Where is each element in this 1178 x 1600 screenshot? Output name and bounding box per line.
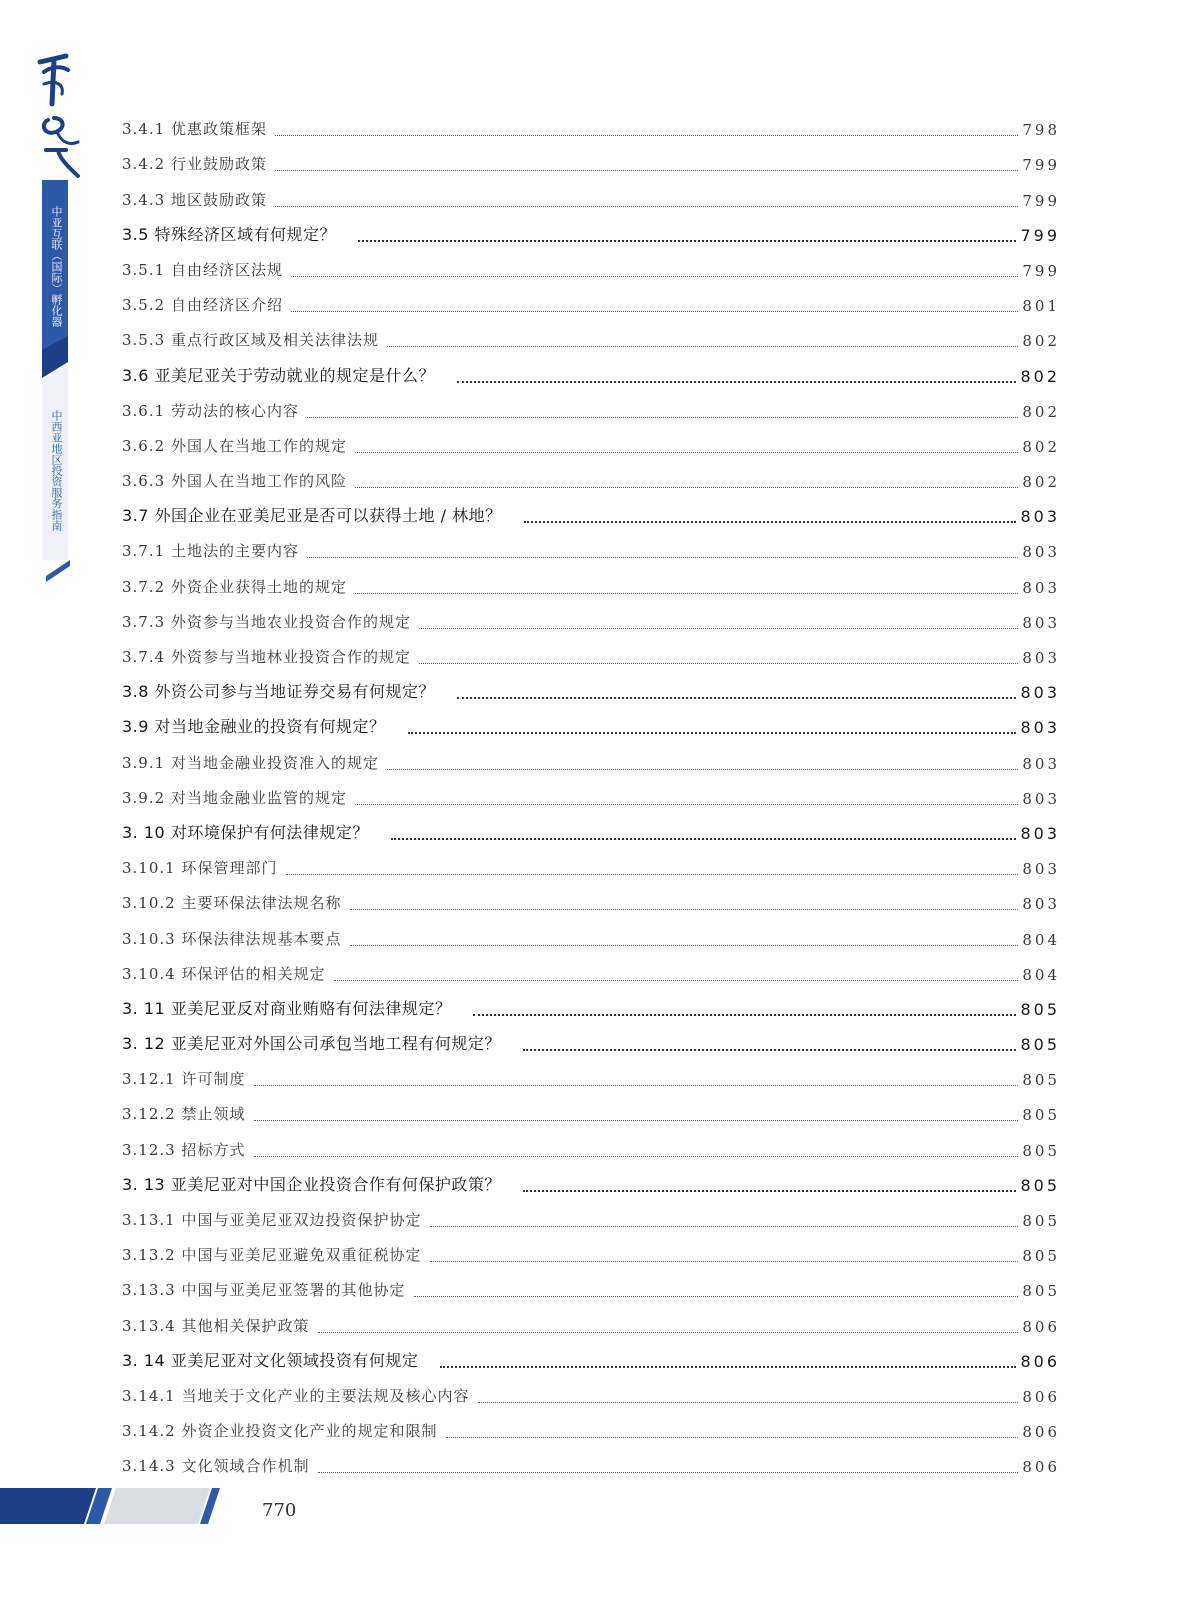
toc-page-number: 805 [1020, 1175, 1060, 1195]
toc-entry-number: 3.10.4 [122, 964, 176, 983]
toc-subsection-entry[interactable] [122, 849, 1060, 884]
toc-entry-text: 禁止领域 [181, 1105, 246, 1124]
toc-entry-title [122, 503, 502, 526]
toc-page-number: 804 [1022, 965, 1060, 984]
dot-leader [254, 1084, 1019, 1086]
toc-entry-title [122, 153, 267, 174]
toc-entry-number: 3. 11 [122, 998, 166, 1018]
dot-leader [275, 134, 1018, 136]
toc-section-entry[interactable] [122, 708, 1060, 743]
dot-leader [391, 837, 1017, 840]
toc-entry-title [122, 363, 435, 386]
toc-entry-text: 亚美尼亚对文化领域投资有何规定 [170, 1350, 419, 1370]
dot-leader [430, 1260, 1019, 1262]
dot-leader [430, 1225, 1019, 1227]
toc-entry-text: 外国人在当地工作的规定 [170, 436, 347, 455]
toc-entry-text: 外资公司参与当地证券交易有何规定？ [154, 682, 436, 702]
toc-entry-title [122, 118, 267, 139]
dot-leader [355, 486, 1018, 488]
toc-subsection-entry[interactable] [122, 462, 1060, 497]
toc-entry-text: 对当地金融业的投资有何规定？ [154, 717, 386, 737]
toc-subsection-entry[interactable] [122, 1271, 1060, 1306]
toc-entry-number: 3. 12 [122, 1034, 166, 1054]
toc-page-number: 806 [1022, 1423, 1060, 1442]
dot-leader [387, 345, 1018, 347]
toc-entry-text: 环保管理部门 [181, 859, 278, 878]
toc-entry-text: 自由经济区介绍 [170, 296, 283, 315]
toc-entry-number: 3.13.4 [122, 1316, 176, 1335]
toc-subsection-entry[interactable] [122, 392, 1060, 427]
toc-section-entry[interactable] [122, 1025, 1060, 1060]
dot-leader [291, 275, 1018, 277]
toc-subsection-entry[interactable] [122, 180, 1060, 215]
toc-subsection-entry[interactable] [122, 1306, 1060, 1341]
side-label-top: 中亚互联（国际）孵化器 [50, 206, 63, 327]
toc-entry-number: 3.6 [122, 365, 149, 385]
toc-entry-title [122, 1385, 470, 1406]
dot-leader [446, 1436, 1019, 1438]
toc-entry-number: 3.4.3 [122, 190, 166, 209]
toc-subsection-entry[interactable] [122, 1201, 1060, 1236]
toc-entry-number: 3. 10 [122, 822, 166, 842]
dot-leader [355, 592, 1018, 594]
toc-page-number: 803 [1022, 613, 1060, 632]
toc-page-number: 806 [1022, 1458, 1060, 1477]
toc-entry-number: 3.14.2 [122, 1422, 176, 1441]
toc-page-number: 802 [1020, 366, 1060, 386]
toc-page-number: 803 [1020, 683, 1060, 703]
toc-entry-number: 3.7 [122, 506, 149, 526]
dot-leader [524, 520, 1017, 523]
dot-leader [307, 556, 1018, 558]
toc-entry-number: 3.7.2 [122, 577, 166, 596]
toc-page-number: 798 [1022, 121, 1060, 140]
toc-entry-title [122, 1209, 422, 1230]
toc-page-number: 802 [1022, 332, 1060, 351]
toc-section-entry[interactable] [122, 673, 1060, 708]
toc-entry-title [122, 928, 342, 949]
toc-entry-title [122, 646, 411, 667]
dot-leader [473, 1013, 1016, 1016]
toc-entry-text: 亚美尼亚对外国公司承包当地工程有何规定？ [170, 1034, 501, 1054]
toc-page-number: 799 [1022, 261, 1060, 280]
toc-entry-number: 3. 13 [122, 1174, 166, 1194]
side-banner-graphic [0, 0, 90, 620]
toc-entry-text: 对环境保护有何法律规定？ [170, 822, 369, 842]
dot-leader [414, 1295, 1019, 1297]
toc-section-entry[interactable] [122, 814, 1060, 849]
toc-entry-number: 3.7.4 [122, 648, 166, 666]
toc-entry-title [122, 820, 369, 843]
toc-page-number: 803 [1022, 578, 1060, 597]
toc-entry-text: 文化领域合作机制 [181, 1457, 310, 1476]
toc-entry-title [122, 576, 347, 597]
dot-leader [350, 908, 1019, 910]
dot-leader [254, 1155, 1019, 1157]
toc-entry-text: 主要环保法律法规名称 [181, 894, 342, 913]
dot-leader [355, 451, 1018, 453]
toc-entry-title [122, 1348, 418, 1371]
toc-entry-text: 中国与亚美尼亚签署的其他协定 [181, 1281, 406, 1300]
toc-subsection-entry[interactable] [122, 955, 1060, 990]
toc-entry-number: 3.10.2 [122, 894, 176, 913]
toc-entry-title [122, 222, 336, 245]
toc-entry-text: 亚美尼亚关于劳动就业的规定是什么？ [154, 365, 436, 385]
toc-page-number: 803 [1022, 649, 1060, 667]
toc-entry-title [122, 996, 451, 1019]
dot-leader [523, 1048, 1017, 1051]
logo-calligraphy [40, 56, 78, 176]
table-of-contents [122, 110, 1060, 1482]
toc-subsection-entry[interactable] [122, 110, 1060, 145]
dot-leader [275, 205, 1018, 207]
toc-entry-number: 3.5.3 [122, 331, 166, 350]
toc-subsection-entry[interactable] [122, 779, 1060, 814]
dot-leader [358, 239, 1016, 242]
toc-section-entry[interactable] [122, 990, 1060, 1025]
toc-subsection-entry[interactable] [122, 1130, 1060, 1165]
toc-entry-text: 重点行政区域及相关法律法规 [170, 331, 379, 350]
dot-leader [478, 1401, 1019, 1403]
toc-entry-number: 3.12.3 [122, 1140, 176, 1159]
toc-page-number: 803 [1020, 718, 1060, 738]
toc-entry-title [122, 1455, 310, 1476]
toc-subsection-entry[interactable] [122, 1060, 1060, 1095]
toc-entry-number: 3.8 [122, 682, 149, 702]
toc-entry-number: 3.4.1 [122, 120, 166, 139]
toc-entry-text: 环保法律法规基本要点 [181, 929, 342, 948]
toc-entry-text: 劳动法的核心内容 [170, 401, 299, 420]
toc-entry-number: 3.9.2 [122, 788, 166, 807]
toc-entry-text: 外国人在当地工作的风险 [170, 472, 347, 491]
toc-page-number: 806 [1022, 1387, 1060, 1406]
toc-entry-title [122, 892, 342, 913]
toc-entry-title [122, 435, 347, 456]
toc-page-number: 799 [1022, 156, 1060, 175]
toc-entry-number: 3.9.1 [122, 753, 166, 772]
toc-page-number: 803 [1022, 895, 1060, 914]
toc-page-number: 802 [1022, 402, 1060, 421]
toc-page-number: 803 [1020, 507, 1060, 527]
toc-entry-number: 3. 14 [122, 1350, 166, 1370]
page-number: 770 [262, 1500, 297, 1521]
toc-page-number: 805 [1022, 1212, 1060, 1230]
toc-subsection-entry[interactable] [122, 1236, 1060, 1271]
toc-subsection-entry[interactable] [122, 427, 1060, 462]
toc-entry-number: 3.7.3 [122, 612, 166, 631]
toc-section-entry[interactable] [122, 497, 1060, 532]
toc-entry-title [122, 1068, 246, 1089]
toc-subsection-entry[interactable] [122, 567, 1060, 602]
toc-entry-number: 3.10.3 [122, 929, 176, 948]
toc-section-entry[interactable] [122, 1342, 1060, 1377]
toc-entry-title [122, 1420, 438, 1441]
toc-subsection-entry[interactable] [122, 1412, 1060, 1447]
toc-subsection-entry[interactable] [122, 638, 1060, 673]
dot-leader [318, 1331, 1019, 1333]
toc-entry-text: 亚美尼亚对中国企业投资合作有何保护政策？ [170, 1174, 501, 1194]
toc-entry-text: 中国与亚美尼亚避免双重征税协定 [181, 1246, 422, 1265]
toc-entry-number: 3.13.2 [122, 1246, 176, 1265]
toc-entry-text: 土地法的主要内容 [170, 542, 299, 561]
toc-page-number: 799 [1022, 191, 1060, 210]
dot-leader [457, 380, 1016, 383]
toc-entry-text: 自由经济区法规 [170, 260, 283, 279]
toc-subsection-entry[interactable] [122, 145, 1060, 180]
toc-subsection-entry[interactable] [122, 321, 1060, 356]
toc-entry-text: 环保评估的相关规定 [181, 964, 326, 983]
toc-page-number: 805 [1020, 1035, 1060, 1055]
toc-entry-number: 3.14.3 [122, 1457, 176, 1476]
toc-entry-title [122, 1279, 406, 1300]
toc-entry-number: 3.14.1 [122, 1386, 176, 1405]
dot-leader [254, 1119, 1019, 1121]
toc-section-entry[interactable] [122, 1166, 1060, 1201]
toc-entry-number: 3.4.2 [122, 155, 166, 174]
toc-page-number: 805 [1022, 1282, 1060, 1301]
toc-page-number: 806 [1020, 1351, 1060, 1371]
toc-entry-title [122, 1103, 246, 1124]
toc-subsection-entry[interactable] [122, 1377, 1060, 1412]
toc-page-number: 804 [1022, 930, 1060, 949]
side-label-bottom: 中西亚地区投资服务指南 [50, 410, 63, 531]
toc-page-number: 805 [1022, 1247, 1060, 1266]
dot-leader [350, 944, 1019, 946]
toc-page-number: 805 [1022, 1141, 1060, 1160]
toc-entry-number: 3.6.1 [122, 401, 166, 420]
toc-entry-title [122, 400, 299, 421]
toc-entry-text: 对当地金融业监管的规定 [170, 788, 347, 807]
toc-subsection-entry[interactable] [122, 286, 1060, 321]
toc-entry-text: 外国企业在亚美尼亚是否可以获得土地 / 林地？ [154, 506, 502, 526]
toc-page-number: 803 [1022, 754, 1060, 773]
dot-leader [523, 1189, 1017, 1192]
toc-entry-text: 外资参与当地林业投资合作的规定 [170, 648, 411, 666]
toc-section-entry[interactable] [122, 216, 1060, 251]
toc-entry-title [122, 470, 347, 491]
toc-entry-title [122, 963, 326, 984]
toc-entry-title [122, 1315, 310, 1336]
toc-entry-text: 地区鼓励政策 [170, 190, 267, 209]
toc-subsection-entry[interactable] [122, 1095, 1060, 1130]
dot-leader [291, 310, 1018, 312]
toc-page-number: 803 [1022, 543, 1060, 562]
toc-entry-text: 特殊经济区域有何规定？ [154, 224, 337, 244]
toc-entry-number: 3.13.3 [122, 1281, 176, 1300]
toc-page-number: 802 [1022, 437, 1060, 456]
toc-entry-title [122, 752, 379, 773]
side-banner [0, 0, 90, 620]
toc-entry-title [122, 259, 283, 280]
dot-leader [457, 696, 1016, 699]
toc-entry-title [122, 857, 278, 878]
dot-leader [440, 1365, 1016, 1368]
toc-entry-title [122, 540, 299, 561]
toc-entry-number: 3.6.2 [122, 436, 166, 455]
toc-entry-text: 亚美尼亚反对商业贿赂有何法律规定？ [170, 998, 452, 1018]
toc-entry-text: 优惠政策框架 [170, 120, 267, 139]
toc-subsection-entry[interactable] [122, 251, 1060, 286]
dot-leader [286, 873, 1019, 875]
toc-page-number: 803 [1022, 789, 1060, 808]
toc-page-number: 805 [1022, 1106, 1060, 1125]
dot-leader [419, 662, 1018, 664]
toc-entry-text: 对当地金融业投资准入的规定 [170, 753, 379, 772]
toc-entry-number: 3.9 [122, 717, 149, 737]
toc-entry-number: 3.5 [122, 224, 149, 244]
toc-page-number: 802 [1022, 473, 1060, 492]
toc-entry-number: 3.7.1 [122, 542, 166, 561]
toc-page-number: 805 [1022, 1071, 1060, 1090]
toc-subsection-entry[interactable] [122, 884, 1060, 919]
toc-subsection-entry[interactable] [122, 603, 1060, 638]
toc-entry-title [122, 329, 379, 350]
toc-entry-title [122, 294, 283, 315]
toc-entry-text: 许可制度 [181, 1070, 246, 1089]
toc-entry-title [122, 611, 411, 632]
toc-entry-title [122, 1031, 501, 1054]
toc-entry-title [122, 1139, 246, 1160]
dot-leader [408, 731, 1017, 734]
toc-entry-number: 3.12.1 [122, 1070, 176, 1089]
toc-entry-text: 行业鼓励政策 [170, 155, 267, 174]
toc-entry-number: 3.13.1 [122, 1211, 176, 1229]
toc-entry-number: 3.10.1 [122, 859, 176, 878]
dot-leader [419, 627, 1018, 629]
footer-stripes [0, 1480, 300, 1540]
toc-entry-text: 其他相关保护政策 [181, 1316, 310, 1335]
toc-entry-title [122, 787, 347, 808]
toc-entry-title [122, 679, 435, 702]
toc-entry-number: 3.12.2 [122, 1105, 176, 1124]
dot-leader [318, 1471, 1019, 1473]
toc-entry-number: 3.5.2 [122, 296, 166, 315]
dot-leader [387, 768, 1018, 770]
toc-page-number: 805 [1020, 999, 1060, 1019]
dot-leader [307, 416, 1018, 418]
toc-entry-number: 3.6.3 [122, 472, 166, 491]
toc-page-number: 803 [1022, 860, 1060, 879]
toc-subsection-entry[interactable] [122, 532, 1060, 567]
toc-entry-text: 外资企业投资文化产业的规定和限制 [181, 1422, 438, 1441]
toc-entry-text: 招标方式 [181, 1140, 246, 1159]
dot-leader [334, 979, 1019, 981]
toc-entry-text: 外资参与当地农业投资合作的规定 [170, 612, 411, 631]
toc-subsection-entry[interactable] [122, 919, 1060, 954]
toc-entry-title [122, 189, 267, 210]
toc-entry-title [122, 714, 386, 737]
toc-page-number: 803 [1020, 823, 1060, 843]
toc-subsection-entry[interactable] [122, 743, 1060, 778]
toc-section-entry[interactable] [122, 356, 1060, 391]
toc-page-number: 801 [1022, 297, 1060, 316]
toc-entry-title [122, 1172, 501, 1195]
toc-page-number: 806 [1022, 1317, 1060, 1336]
toc-page-number: 799 [1020, 225, 1060, 245]
toc-entry-text: 当地关于文化产业的主要法规及核心内容 [181, 1386, 470, 1405]
toc-entry-title [122, 1244, 422, 1265]
dot-leader [275, 169, 1018, 171]
toc-entry-text: 外资企业获得土地的规定 [170, 577, 347, 596]
toc-entry-number: 3.5.1 [122, 260, 166, 279]
toc-subsection-entry[interactable] [122, 1447, 1060, 1482]
dot-leader [355, 803, 1018, 805]
toc-entry-text: 中国与亚美尼亚双边投资保护协定 [181, 1211, 422, 1229]
